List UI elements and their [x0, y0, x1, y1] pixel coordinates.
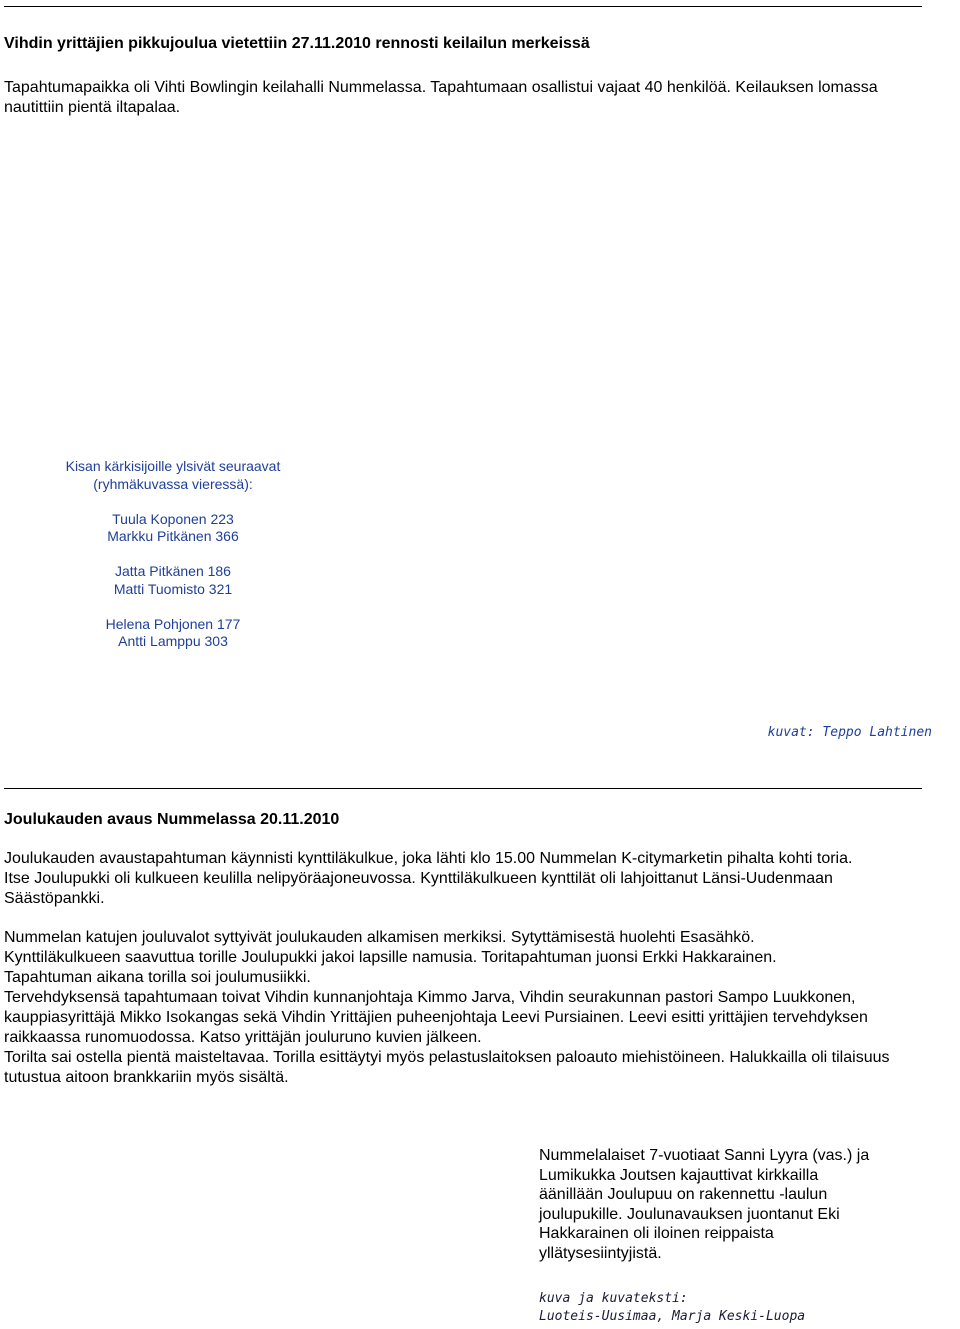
- article-intro-bowling: [4, 78, 954, 118]
- paragraph-line: kauppiasyrittäjä Mikko Isokangas sekä Vihdin Yrittäjien puheenjohtaja Leevi Pursiainen. Leevi esitti yrittäjien tervehdyksen: [4, 1009, 868, 1026]
- photo-credit-singers: [539, 1290, 805, 1326]
- paragraph-line: Torilta sai ostella pientä maisteltavaa. Torilla esittäytyi myös pelastuslaitoksen paloauto miehistöineen. Halukkailla oli tilaisuus: [4, 1049, 890, 1066]
- winner-entry: Markku Pitkänen 366: [107, 528, 239, 544]
- winner-entry: Matti Tuomisto 321: [113, 580, 233, 597]
- paragraph-line: Tervehdyksensä tapahtumaan toivat Vihdin kunnanjohtaja Kimmo Jarva, Vihdin seurakunnan pastori Sampo Luukkonen,: [4, 989, 856, 1006]
- paragraph-line: tutustua aitoon brankkariin myös sisältä.: [4, 1069, 289, 1086]
- winner-group: [62, 511, 284, 546]
- paragraph-line: Kynttiläkulkueen saavuttua torille Joulupukki jakoi lapsille namusia. Toritapahtuman juonsi Erkki Hakkarainen.: [4, 949, 777, 966]
- winner-group: [62, 616, 284, 651]
- winners-intro: [62, 458, 284, 493]
- winner-group: [62, 563, 284, 598]
- caption-line: äänillään Joulupuu on rakennettu -laulun: [539, 1186, 828, 1204]
- caption-line: Hakkarainen oli iloinen reippaista: [539, 1225, 774, 1243]
- paragraph-line: Itse Joulupukki oli kulkueen keulilla nelipyöräajoneuvossa. Kynttiläkulkueen kynttilät oli lahjoittanut Länsi-Uudenmaan: [4, 870, 833, 887]
- caption-line: Lumikukka Joutsen kajauttivat kirkkailla: [539, 1166, 819, 1184]
- photo-credit-bowling: kuvat: Teppo Lahtinen: [767, 725, 932, 740]
- winners-intro-line: Kisan kärkisijoille ylsivät seuraavat: [65, 458, 281, 474]
- winner-entry: Tuula Koponen 223: [112, 510, 234, 527]
- winners-intro-line: (ryhmäkuvassa vieressä):: [93, 475, 253, 492]
- winners-caption: [62, 458, 284, 651]
- photo-caption-singers: [539, 1146, 919, 1264]
- paragraph-line: Nummelan katujen jouluvalot syttyivät joulukauden alkamisen merkiksi. Sytyttämisestä huolehti Esasähkö.: [4, 929, 755, 946]
- caption-line: Nummelalaiset 7-vuotiaat Sanni Lyyra (vas.) ja: [539, 1147, 870, 1164]
- paragraph-line: Joulukauden avaustapahtuman käynnisti kynttiläkulkue, joka lähti klo 15.00 Nummelan K-citymarketin pihalta kohti toria.: [4, 850, 853, 867]
- article-paragraph-2: [4, 928, 954, 1088]
- intro-line: Tapahtumapaikka oli Vihti Bowlingin keilahalli Nummelassa. Tapahtumaan osallistui vajaat 40 henkilöä. Keilauksen lomassa: [4, 79, 878, 96]
- winner-entry: Jatta Pitkänen 186: [115, 563, 231, 579]
- top-divider: [4, 6, 922, 7]
- paragraph-line: Säästöpankki.: [4, 890, 105, 907]
- winner-entry: Helena Pohjonen 177: [105, 615, 241, 632]
- article-title-bowling: Vihdin yrittäjien pikkujoulua vietettiin 27.11.2010 rennosti keilailun merkeissä: [4, 35, 590, 52]
- caption-line: yllätysesiintyjistä.: [539, 1244, 662, 1262]
- credit-line: kuva ja kuvateksti:: [539, 1291, 688, 1306]
- article-title-christmas: Joulukauden avaus Nummelassa 20.11.2010: [4, 811, 340, 828]
- paragraph-line: raikkaassa runomuodossa. Katso yrittäjän jouluruno kuvien jälkeen.: [4, 1029, 482, 1046]
- caption-line: joulupukille. Joulunavauksen juontanut Eki: [539, 1205, 840, 1223]
- winner-entry: Antti Lamppu 303: [118, 633, 228, 649]
- paragraph-line: Tapahtuman aikana torilla soi joulumusiikki.: [4, 969, 311, 986]
- credit-line: Luoteis-Uusimaa, Marja Keski-Luopa: [539, 1309, 806, 1324]
- intro-line: nautittiin pientä iltapalaa.: [4, 99, 181, 116]
- article-divider: [4, 788, 922, 789]
- article-paragraph-1: [4, 849, 954, 909]
